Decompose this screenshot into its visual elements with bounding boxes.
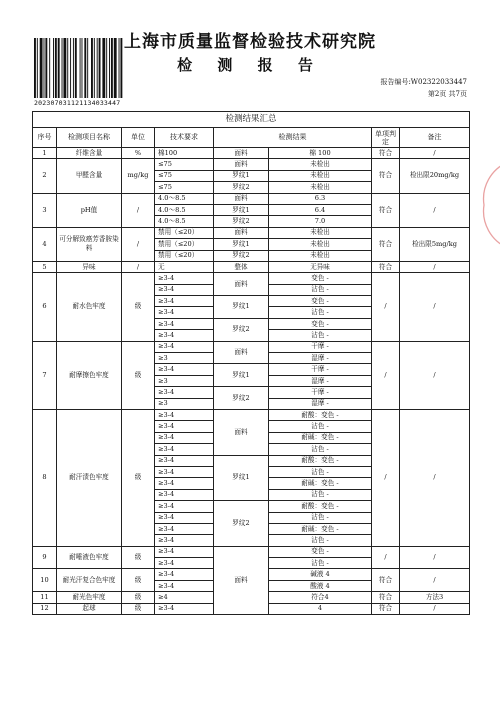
result-cell: 无异味 [269, 261, 372, 272]
table-row [33, 409, 470, 420]
table-row [33, 261, 470, 272]
result-cell: 沾色 - [269, 284, 372, 295]
header-item: 检测项目名称 [57, 128, 122, 148]
result-cell: 沾色 - [269, 558, 372, 569]
sample-cell: 罗纹2 [214, 318, 269, 341]
item-name: 纤维含量 [57, 148, 122, 159]
result-cell: 干摩 - [269, 341, 372, 352]
requirement-cell: ≥3-4 [155, 330, 214, 341]
verdict-cell: / [372, 409, 400, 546]
result-cell: 4 [269, 603, 372, 614]
page-info: 第2页 共7页 [427, 90, 467, 98]
item-name: 耐水色牢度 [57, 273, 122, 341]
row-number: 5 [33, 261, 57, 272]
requirement-cell: 禁用（≤20） [155, 250, 214, 261]
table-row [33, 193, 470, 204]
sample-cell: 罗纹2 [214, 387, 269, 410]
remark-cell: / [400, 409, 470, 546]
row-number: 4 [33, 227, 57, 261]
item-name: 耐光汗复合色牢度 [57, 569, 122, 592]
unit-cell: 级 [122, 341, 155, 409]
requirement-cell: ≥3 [155, 375, 214, 386]
remark-cell: / [400, 603, 470, 614]
remark-cell: / [400, 341, 470, 409]
verdict-cell: 符合 [372, 261, 400, 272]
barcode-number: 202307031121134033447 [34, 99, 121, 107]
table-row [33, 227, 470, 238]
item-name: 耐汗渍色牢度 [57, 409, 122, 546]
item-name: 耐摩擦色牢度 [57, 341, 122, 409]
sample-cell: 罗纹1 [214, 296, 269, 319]
requirement-cell: 棉100 [155, 148, 214, 159]
requirement-cell: ≥3 [155, 353, 214, 364]
remark-cell: / [400, 148, 470, 159]
result-cell: 未检出 [269, 227, 372, 238]
item-name: 起球 [57, 603, 122, 614]
unit-cell: 级 [122, 592, 155, 603]
requirement-cell: ≥3-4 [155, 569, 214, 580]
requirement-cell: ≥3-4 [155, 341, 214, 352]
row-number: 1 [33, 148, 57, 159]
result-cell: 沾色 - [269, 466, 372, 477]
barcode-image [34, 38, 130, 98]
unit-cell: 级 [122, 569, 155, 592]
sample-cell: 面料 [214, 546, 269, 614]
header-result: 检测结果 [214, 128, 372, 148]
requirement-cell: ≥3-4 [155, 455, 214, 466]
requirement-cell: 4.0～8.5 [155, 216, 214, 227]
result-cell: 耐酸：变色 - [269, 501, 372, 512]
requirement-cell: 4.0～8.5 [155, 193, 214, 204]
table-caption: 检测结果汇总 [33, 112, 470, 128]
results-table [32, 111, 470, 615]
sample-cell: 面料 [214, 193, 269, 204]
result-cell: 耐碱：变色 - [269, 478, 372, 489]
remark-cell: / [400, 193, 470, 227]
item-name: 耐唾液色牢度 [57, 546, 122, 569]
unit-cell: 级 [122, 273, 155, 341]
requirement-cell: ≤75 [155, 182, 214, 193]
sample-cell: 面料 [214, 273, 269, 296]
result-cell: 沾色 - [269, 421, 372, 432]
remark-cell: 检出限5mg/kg [400, 227, 470, 261]
result-cell: 沾色 - [269, 307, 372, 318]
sample-cell: 罗纹1 [214, 239, 269, 250]
result-cell: 干摩 - [269, 387, 372, 398]
unit-cell: / [122, 193, 155, 227]
verdict-cell: / [372, 273, 400, 341]
requirement-cell: ≥3-4 [155, 580, 214, 591]
result-cell: 耐酸：变色 - [269, 409, 372, 420]
requirement-cell: 禁用（≤20） [155, 239, 214, 250]
result-cell: 变色 - [269, 546, 372, 557]
requirement-cell: ≥3-4 [155, 603, 214, 614]
requirement-cell: ≥3-4 [155, 421, 214, 432]
requirement-cell: ≥3-4 [155, 296, 214, 307]
result-cell: 6.3 [269, 193, 372, 204]
row-number: 10 [33, 569, 57, 592]
result-cell: 棉 100 [269, 148, 372, 159]
row-number: 7 [33, 341, 57, 409]
sample-cell: 罗纹2 [214, 216, 269, 227]
requirement-cell: ≥3-4 [155, 387, 214, 398]
requirement-cell: ≥3 [155, 398, 214, 409]
verdict-cell: 符合 [372, 148, 400, 159]
row-number: 9 [33, 546, 57, 569]
unit-cell: mg/kg [122, 159, 155, 193]
requirement-cell: ≥3-4 [155, 501, 214, 512]
item-name: 耐光色牢度 [57, 592, 122, 603]
table-row [33, 159, 470, 170]
remark-cell: 方法3 [400, 592, 470, 603]
unit-cell: 级 [122, 546, 155, 569]
unit-cell: / [122, 261, 155, 272]
row-number: 3 [33, 193, 57, 227]
requirement-cell: ≥3-4 [155, 284, 214, 295]
report-subtitle: 检 测 报 告 [177, 56, 323, 74]
result-cell: 沾色 - [269, 535, 372, 546]
item-name: pH值 [57, 193, 122, 227]
requirement-cell: ≤75 [155, 170, 214, 181]
result-cell: 6.4 [269, 204, 372, 215]
requirement-cell: ≥3-4 [155, 432, 214, 443]
requirement-cell: ≥3-4 [155, 489, 214, 500]
sample-cell: 罗纹2 [214, 501, 269, 547]
sample-cell: 面料 [214, 148, 269, 159]
header-requirement: 技术要求 [155, 128, 214, 148]
verdict-cell: 符合 [372, 603, 400, 614]
row-number: 11 [33, 592, 57, 603]
sample-cell: 面料 [214, 227, 269, 238]
requirement-cell: ≤75 [155, 159, 214, 170]
requirement-cell: ≥3-4 [155, 546, 214, 557]
requirement-cell: ≥3-4 [155, 512, 214, 523]
requirement-cell: ≥3-4 [155, 444, 214, 455]
row-number: 2 [33, 159, 57, 193]
requirement-cell: ≥3-4 [155, 273, 214, 284]
unit-cell: % [122, 148, 155, 159]
remark-cell: / [400, 546, 470, 569]
result-cell: 耐酸：变色 - [269, 455, 372, 466]
result-cell: 变色 - [269, 296, 372, 307]
requirement-cell: ≥3-4 [155, 364, 214, 375]
result-cell: 湿摩 - [269, 375, 372, 386]
table-row [33, 148, 470, 159]
report-title: 上海市质量监督检验技术研究院 [124, 32, 376, 52]
verdict-cell: / [372, 546, 400, 569]
unit-cell: 级 [122, 409, 155, 546]
header-unit: 单位 [122, 128, 155, 148]
result-cell: 7.0 [269, 216, 372, 227]
requirement-cell: ≥3-4 [155, 535, 214, 546]
result-cell: 沾色 - [269, 330, 372, 341]
sample-cell: 整体 [214, 261, 269, 272]
result-cell: 酸液 4 [269, 580, 372, 591]
verdict-cell: 符合 [372, 193, 400, 227]
requirement-cell: 4.0～8.5 [155, 204, 214, 215]
result-cell: 未检出 [269, 170, 372, 181]
sample-cell: 面料 [214, 341, 269, 364]
sample-cell: 罗纹1 [214, 364, 269, 387]
verdict-cell: / [372, 341, 400, 409]
remark-cell: / [400, 261, 470, 272]
row-number: 6 [33, 273, 57, 341]
item-name: 可分解致癌芳香胺染料 [57, 227, 122, 261]
result-cell: 沾色 - [269, 512, 372, 523]
requirement-cell: ≥3-4 [155, 466, 214, 477]
result-cell: 沾色 - [269, 489, 372, 500]
verdict-cell: 符合 [372, 227, 400, 261]
verdict-cell: 符合 [372, 159, 400, 193]
sample-cell: 罗纹2 [214, 182, 269, 193]
requirement-cell: 禁用（≤20） [155, 227, 214, 238]
remark-cell: / [400, 273, 470, 341]
row-number: 8 [33, 409, 57, 546]
result-cell: 未检出 [269, 159, 372, 170]
table-row [33, 341, 470, 352]
requirement-cell: 无 [155, 261, 214, 272]
sample-cell: 面料 [214, 159, 269, 170]
header-verdict: 单项判定 [372, 128, 400, 148]
result-cell: 碱液 4 [269, 569, 372, 580]
sample-cell: 罗纹1 [214, 204, 269, 215]
header-no: 序号 [33, 128, 57, 148]
table-row [33, 546, 470, 557]
result-cell: 沾色 - [269, 444, 372, 455]
requirement-cell: ≥3-4 [155, 558, 214, 569]
seal-stamp-edge [478, 160, 500, 250]
result-cell: 未检出 [269, 239, 372, 250]
unit-cell: / [122, 227, 155, 261]
row-number: 12 [33, 603, 57, 614]
item-name: 异味 [57, 261, 122, 272]
requirement-cell: ≥3-4 [155, 409, 214, 420]
result-cell: 符合4 [269, 592, 372, 603]
remark-cell: / [400, 569, 470, 592]
result-cell: 变色 - [269, 273, 372, 284]
table-row [33, 273, 470, 284]
result-cell: 耐碱：变色 - [269, 432, 372, 443]
requirement-cell: ≥4 [155, 592, 214, 603]
report-number: 报告编号:W02322033447 [380, 78, 467, 86]
remark-cell: 检出限20mg/kg [400, 159, 470, 193]
verdict-cell: 符合 [372, 569, 400, 592]
requirement-cell: ≥3-4 [155, 307, 214, 318]
item-name: 甲醛含量 [57, 159, 122, 193]
verdict-cell: 符合 [372, 592, 400, 603]
result-cell: 未检出 [269, 182, 372, 193]
sample-cell: 罗纹2 [214, 250, 269, 261]
requirement-cell: ≥3-4 [155, 523, 214, 534]
requirement-cell: ≥3-4 [155, 478, 214, 489]
result-cell: 变色 - [269, 318, 372, 329]
sample-cell: 罗纹1 [214, 455, 269, 501]
header-remark: 备注 [400, 128, 470, 148]
result-cell: 未检出 [269, 250, 372, 261]
sample-cell: 罗纹1 [214, 170, 269, 181]
result-cell: 耐碱：变色 - [269, 523, 372, 534]
result-cell: 湿摩 - [269, 353, 372, 364]
requirement-cell: ≥3-4 [155, 318, 214, 329]
result-cell: 干摩 - [269, 364, 372, 375]
result-cell: 湿摩 - [269, 398, 372, 409]
sample-cell: 面料 [214, 409, 269, 455]
unit-cell: 级 [122, 603, 155, 614]
